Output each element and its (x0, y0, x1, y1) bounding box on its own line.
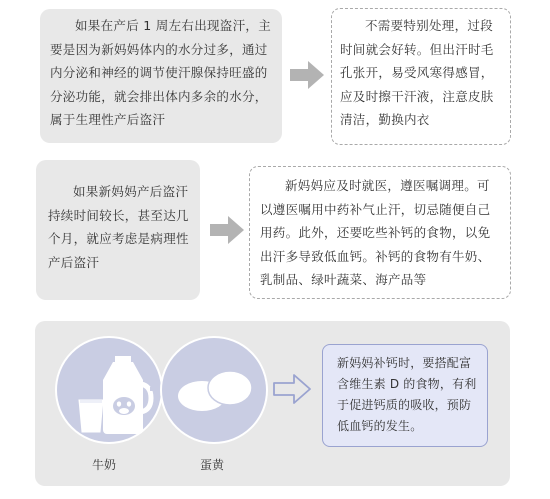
right-arrow-icon (288, 59, 326, 91)
vitamin-d-note-text: 新妈妈补钙时，要搭配富含维生素 D 的食物，有利于促进钙质的吸收，预防低血钙的发生。 (337, 356, 477, 433)
advice-1-text: 不需要特别处理，过段时间就会好转。但出汗时毛孔张开，易受风寒得感冒，应及时擦干汗液，注意皮肤清洁，勤换内衣 (340, 18, 494, 127)
condition-2-text: 如果新妈妈产后盗汗持续时间较长，甚至达几个月，就应考虑是病理性产后盗汗 (48, 184, 189, 270)
advice-box-1 (331, 8, 511, 145)
right-arrow-icon (208, 214, 246, 246)
advice-2-text: 新妈妈应及时就医，遵医嘱调理。可以遵医嘱用中药补气止汗，切忌随便自己用药。此外，还要吃些补钙的食物，以免出汗多导致低血钙。补钙的食物有牛奶、乳制品、绿叶蔬菜、海产品等 (260, 178, 491, 287)
outline-arrow-icon (272, 373, 312, 405)
milk-bottle-icon (57, 338, 161, 442)
egg-yolk-label: 蛋黄 (200, 458, 225, 472)
postpartum-sweat-condition-1 (40, 9, 282, 143)
advice-box-2 (249, 166, 511, 299)
milk-label: 牛奶 (92, 458, 117, 472)
condition-1-text: 如果在产后 1 周左右出现盗汗，主要是因为新妈妈体内的水分过多，通过内分泌和神经的调节使汗腺保持旺盛的分泌功能，就会排出体内多余的水分，属于生理性产后盗汗 (50, 18, 272, 127)
egg-icon (162, 338, 266, 442)
vitamin-d-note (322, 344, 488, 447)
postpartum-sweat-condition-2 (36, 160, 200, 300)
milk-illustration (55, 336, 163, 444)
glass-of-milk-icon (79, 400, 103, 432)
calcium-foods-panel (35, 321, 510, 486)
egg-yolk-illustration (160, 336, 268, 444)
